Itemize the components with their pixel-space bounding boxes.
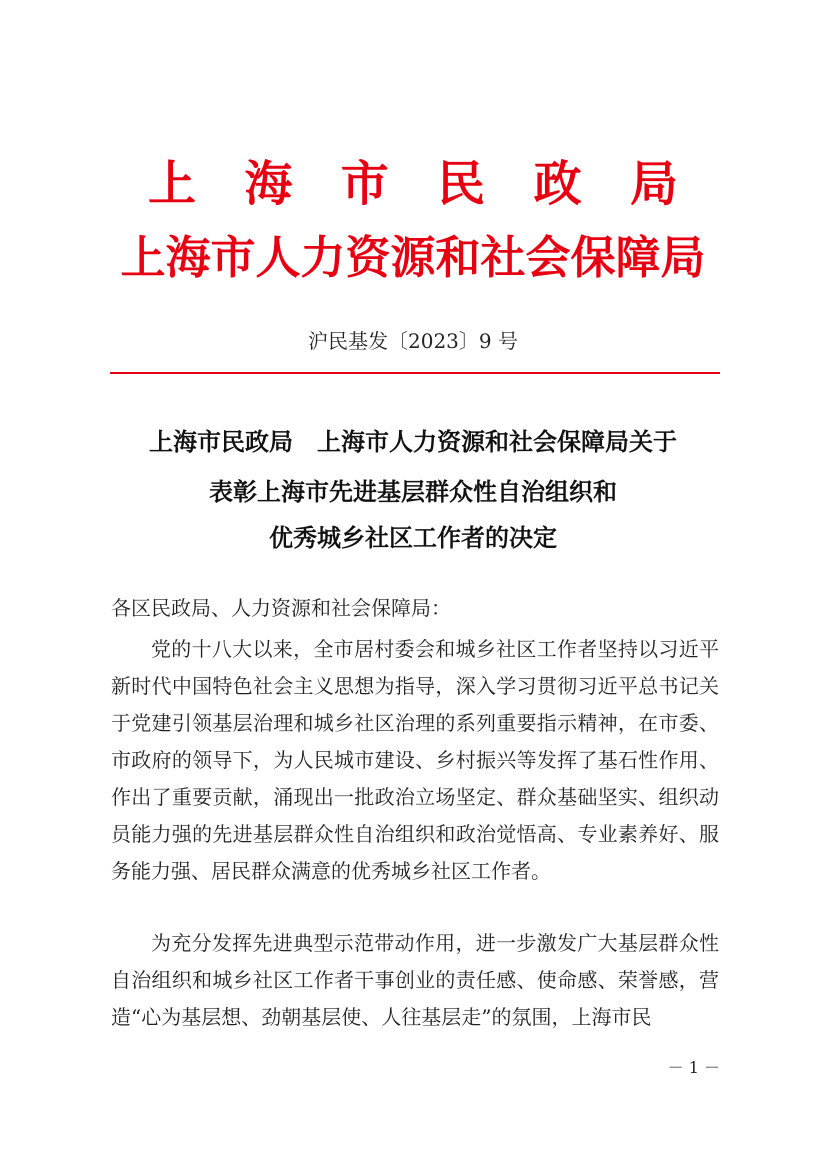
letterhead-char: 市 bbox=[340, 156, 389, 212]
document-title-line-3: 优秀城乡社区工作者的决定 bbox=[269, 523, 557, 552]
letterhead-char: 政 bbox=[533, 156, 582, 212]
document-title-line-2: 表彰上海市先进基层群众性自治组织和 bbox=[209, 477, 617, 506]
letterhead-char: 局 bbox=[629, 156, 678, 212]
letterhead-line-2: 上海市人力资源和社会保障局 bbox=[120, 231, 706, 284]
addressee: 各区民政局、人力资源和社会保障局： bbox=[111, 596, 451, 620]
letterhead-char: 上 bbox=[148, 156, 197, 212]
letterhead-char: 民 bbox=[437, 156, 486, 212]
body-paragraph-1: 党的十八大以来，全市居村委会和城乡社区工作者坚持以习近平新时代中国特色社会主义思想为指导，深入学习贯彻习近平总书记关于党建引领基层治理和城乡社区治理的系列重要指示精神，在市委、市政府的领导下，为人民城市建设、乡村振兴等发挥了基石性作用、作出了重要贡献，涌现出一批政治立场坚定、群众基础坚实、组织动员能力强的先进基层群众性自治组织和政治觉悟高、专业素养好、服务能力强、居民群众满意的优秀城乡社区工作者。 bbox=[111, 637, 719, 883]
letterhead-line-1 bbox=[148, 152, 678, 216]
document-title-line-1: 上海市民政局 上海市人力资源和社会保障局关于 bbox=[149, 427, 677, 456]
letterhead-char: 海 bbox=[244, 156, 293, 212]
body-paragraph-2: 为充分发挥先进典型示范带动作用，进一步激发广大基层群众性自治组织和城乡社区工作者干事创业的责任感、使命感、荣誉感，营造“心为基层想、劲朝基层使、人往基层走”的氛围，上海市民 bbox=[111, 931, 719, 1029]
page-number: － 1 － bbox=[667, 1058, 720, 1077]
red-divider-line bbox=[110, 372, 720, 374]
document-number: 沪民基发〔2023〕9 号 bbox=[308, 329, 518, 353]
